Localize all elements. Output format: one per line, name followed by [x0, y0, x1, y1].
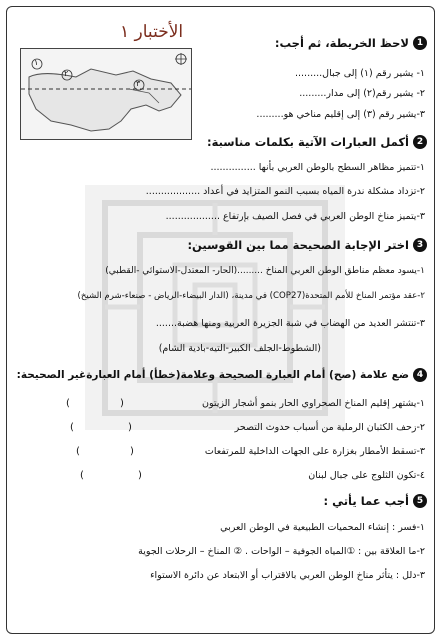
question-1-text: لاحظ الخريطة، ثم أجب: [274, 36, 409, 50]
map-outline-icon [21, 49, 191, 139]
q4-statement-1: ١-يشتهر إقليم المناخ الصحراوي الحار بنمو أشجار الزيتون [202, 398, 425, 409]
q2-line-3: ٣-يتميز مناخ الوطن العربي في فصل الصيف بإرتفاع .................. [165, 211, 425, 222]
q4-answer-4-close: ) [138, 470, 142, 481]
q1-line-2: ٢- يشير رقم(٢) إلى مدار......... [299, 88, 425, 99]
q4-statement-2: ٢-زحف الكثبان الرملية من أسباب حدوث التصحر [234, 422, 425, 433]
arab-world-map [20, 48, 192, 140]
q2-line-1: ١-تتميز مظاهر السطح بالوطن العربي بأنها ............... [210, 162, 425, 173]
question-5-heading [324, 494, 428, 508]
question-1-number: 1 [413, 36, 427, 50]
question-5-number: 5 [413, 494, 427, 508]
q4-answer-1-open: ( [66, 398, 70, 409]
q1-line-1: ١- يشير رقم (١) إلى جبال......... [294, 68, 425, 79]
map-label-3: ٣ [136, 79, 141, 88]
question-2-text: أكمل العبارات الآتية بكلمات مناسبة: [207, 135, 409, 149]
question-4-heading [17, 368, 427, 382]
q5-line-2: ٢-ما العلاقة بين : ①المياه الجوفية – الواحات . ② المناخ – الرحلات الجوية [138, 546, 425, 557]
question-4-number: 4 [413, 368, 427, 382]
q4-answer-2-close: ) [128, 422, 132, 433]
q4-statement-4: ٤-تكون الثلوج على جبال لبنان [308, 470, 425, 481]
question-3-number: 3 [413, 238, 427, 252]
q5-line-1: ١-فسر : إنشاء المحميات الطبيعية في الوطن العربي [220, 522, 425, 533]
q4-statement-3: ٣-تسقط الأمطار بغزارة على الجهات الداخلية للمرتفعات [204, 446, 425, 457]
map-label-2: ٢ [64, 69, 69, 78]
question-5-text: أجب عما يأتي : [323, 494, 409, 508]
q3-line-3: ٣-تنتشر العديد من الهضاب في شبة الجزيرة العربية ومنها هضبة....... [155, 318, 425, 329]
q2-line-2: ٢-تزداد مشكلة ندرة المياه بسبب النمو المتزايد في أعداد .................. [145, 186, 425, 197]
map-label-1: ١ [34, 58, 39, 67]
q3-line-1: ١-يسود معظم مناطق الوطن العربي المناخ .........(الحار- المعتدل-الاستوائي -القطبي) [105, 266, 425, 276]
q1-line-3: ٣-يشير رقم (٣) إلى إقليم مناخي هو......... [256, 109, 425, 120]
q3-line-3-options: (الشطوط-الجلف الكبير-التيه-بادية الشام) [158, 343, 321, 354]
question-3-heading [187, 238, 427, 252]
question-2-heading [207, 135, 427, 149]
q3-line-2: ٢-عقد مؤتمر المناخ للأمم المتحدة(COP27) في مدينة، (الدار البيضاء-الرياض - صنعاء-شرم الشيخ) [77, 291, 425, 301]
exam-title: الأختبار ١ [120, 22, 184, 42]
q5-line-3: ٣-دلل : يتأثر مناخ الوطن العربي بالاقتراب أو الابتعاد عن دائرة الاستواء [150, 570, 425, 581]
question-2-number: 2 [413, 135, 427, 149]
q4-answer-1-close: ) [120, 398, 124, 409]
q4-answer-2-open: ( [70, 422, 74, 433]
question-1-heading [275, 36, 427, 50]
q4-answer-4-open: ( [80, 470, 84, 481]
q4-answer-3-close: ) [130, 446, 134, 457]
question-3-text: اختر الإجابة الصحيحة مما بين القوسين: [187, 238, 409, 252]
question-4-text: ضع علامة (صح) أمام العبارة الصحيحة وعلامة(خطأ) أمام العبارةغير الصحيحة: [16, 369, 409, 381]
q4-answer-3-open: ( [76, 446, 80, 457]
